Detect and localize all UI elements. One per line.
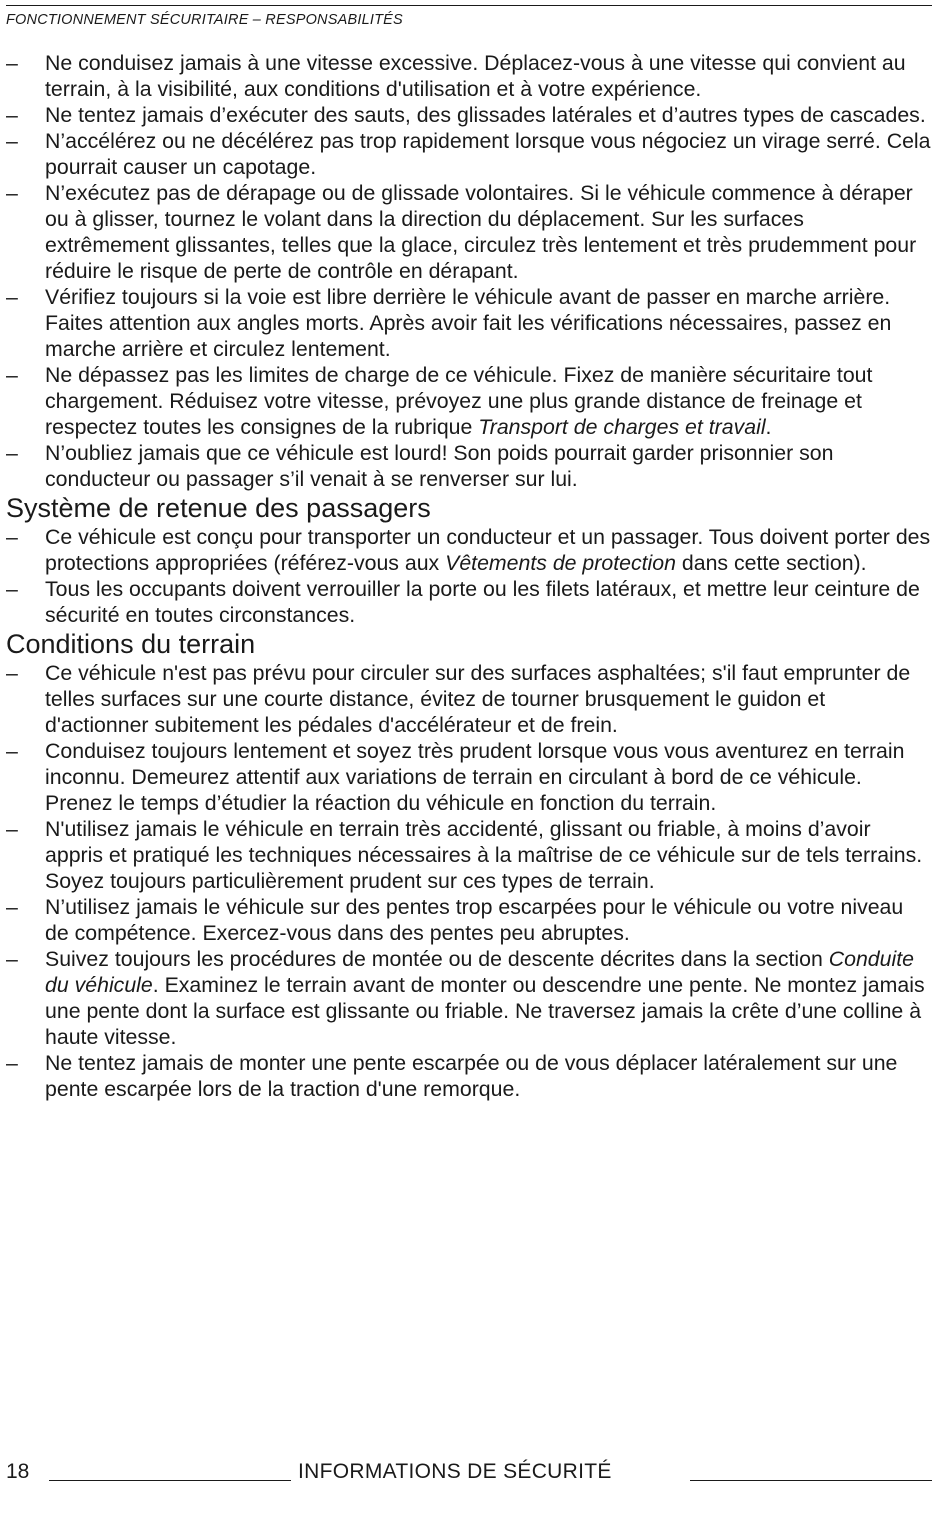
dash-marker: –: [6, 739, 18, 763]
cross-reference: Conduite du véhicule: [45, 947, 914, 997]
footer-rule-left: [49, 1480, 291, 1481]
page-content: [6, 50, 932, 1102]
dash-marker: –: [6, 525, 18, 549]
page-footer: [6, 1458, 932, 1488]
list-item: – Ce véhicule n'est pas prévu pour circuler sur des surfaces asphaltées; s'il faut emprunter de telles surfaces sur une courte distance, évitez de tourner brusquement le guidon et d'actionner subitement les pédales d'accélérateur et de frein.: [6, 661, 911, 737]
list-item: – N’oubliez jamais que ce véhicule est lourd! Son poids pourrait garder prisonnier son conducteur ou passager s’il venait à se renverser sur lui.: [6, 441, 834, 491]
running-header: FONCTIONNEMENT SÉCURITAIRE – RESPONSABILITÉS: [6, 12, 403, 28]
list-item: – N'utilisez jamais le véhicule en terrain très accidenté, glissant ou friable, à moins d’avoir appris et pratiqué les techniques nécessaires à la maîtrise de ce véhicule sur de tels terrains. Soyez toujours particulièrement prudent sur ces types de terrain.: [6, 817, 923, 893]
footer-rule-right: [690, 1480, 932, 1481]
page-number: 18: [6, 1460, 30, 1483]
dash-marker: –: [6, 181, 18, 205]
list-item: – Ne tentez jamais d’exécuter des sauts, des glissades latérales et d’autres types de cascades.: [6, 103, 926, 127]
list-item: – Ne conduisez jamais à une vitesse excessive. Déplacez-vous à une vitesse qui convient au terrain, à la visibilité, aux conditions d'utilisation et à votre expérience.: [6, 51, 906, 101]
cross-reference: Transport de charges et travail: [478, 415, 766, 439]
list-item: – N’exécutez pas de dérapage ou de glissade volontaires. Si le véhicule commence à déraper ou à glisser, tournez le volant dans la direction du déplacement. Sur les surfaces extrêmement glissantes, telles que la glace, circulez très lentement et très prudemment pour réduire le risque de perte de contrôle en dérapant.: [6, 181, 917, 283]
list-item: – Ne tentez jamais de monter une pente escarpée ou de vous déplacer latéralement sur une pente escarpée lors de la traction d'une remorque.: [6, 1051, 898, 1101]
dash-marker: –: [6, 51, 18, 75]
list-item: – Ne dépassez pas les limites de charge de ce véhicule. Fixez de manière sécuritaire tout chargement. Réduisez votre vitesse, prévoyez une plus grande distance de freinage et respectez toutes les consignes de la rubrique Transport de charges et travail.: [6, 363, 873, 439]
bullet-list: [6, 524, 932, 628]
bullet-list: [6, 50, 932, 492]
dash-marker: –: [6, 1051, 18, 1075]
dash-marker: –: [6, 129, 18, 153]
list-item: – Tous les occupants doivent verrouiller la porte ou les filets latéraux, et mettre leur ceinture de sécurité en toutes circonstances.: [6, 577, 920, 627]
dash-marker: –: [6, 103, 18, 127]
dash-marker: –: [6, 947, 18, 971]
footer-title: INFORMATIONS DE SÉCURITÉ: [298, 1460, 612, 1483]
list-item: – N’utilisez jamais le véhicule sur des pentes trop escarpées pour le véhicule ou votre niveau de compétence. Exercez-vous dans des pentes peu abruptes.: [6, 895, 904, 945]
header-rule: [6, 5, 932, 6]
bullet-list: [6, 660, 932, 1102]
dash-marker: –: [6, 363, 18, 387]
dash-marker: –: [6, 577, 18, 601]
dash-marker: –: [6, 441, 18, 465]
list-item: – N’accélérez ou ne décélérez pas trop rapidement lorsque vous négociez un virage serré. Cela pourrait causer un capotage.: [6, 129, 931, 179]
dash-marker: –: [6, 661, 18, 685]
dash-marker: –: [6, 817, 18, 841]
list-item: – Conduisez toujours lentement et soyez très prudent lorsque vous vous aventurez en terrain inconnu. Demeurez attentif aux variations de terrain en circulant à bord de ce véhicule. Prenez le temps d’étudier la réaction du véhicule en fonction du terrain.: [6, 739, 905, 815]
dash-marker: –: [6, 895, 18, 919]
dash-marker: –: [6, 285, 18, 309]
cross-reference: Vêtements de protection: [445, 551, 676, 575]
list-item: – Vérifiez toujours si la voie est libre derrière le véhicule avant de passer en marche arrière. Faites attention aux angles morts. Après avoir fait les vérifications nécessaires, passez en marche arrière et circulez lentement.: [6, 285, 892, 361]
list-item: – Ce véhicule est conçu pour transporter un conducteur et un passager. Tous doivent porter des protections appropriées (référez-vous aux Vêtements de protection dans cette section).: [6, 525, 931, 575]
section-heading: Système de retenue des passagers: [6, 493, 431, 523]
section-heading: Conditions du terrain: [6, 629, 256, 659]
list-item: – Suivez toujours les procédures de montée ou de descente décrites dans la section Conduite du véhicule. Examinez le terrain avant de monter ou descendre une pente. Ne montez jamais une pente dont la surface est glissante ou friable. Ne traversez jamais la crête d’une colline à haute vitesse.: [6, 947, 925, 1049]
